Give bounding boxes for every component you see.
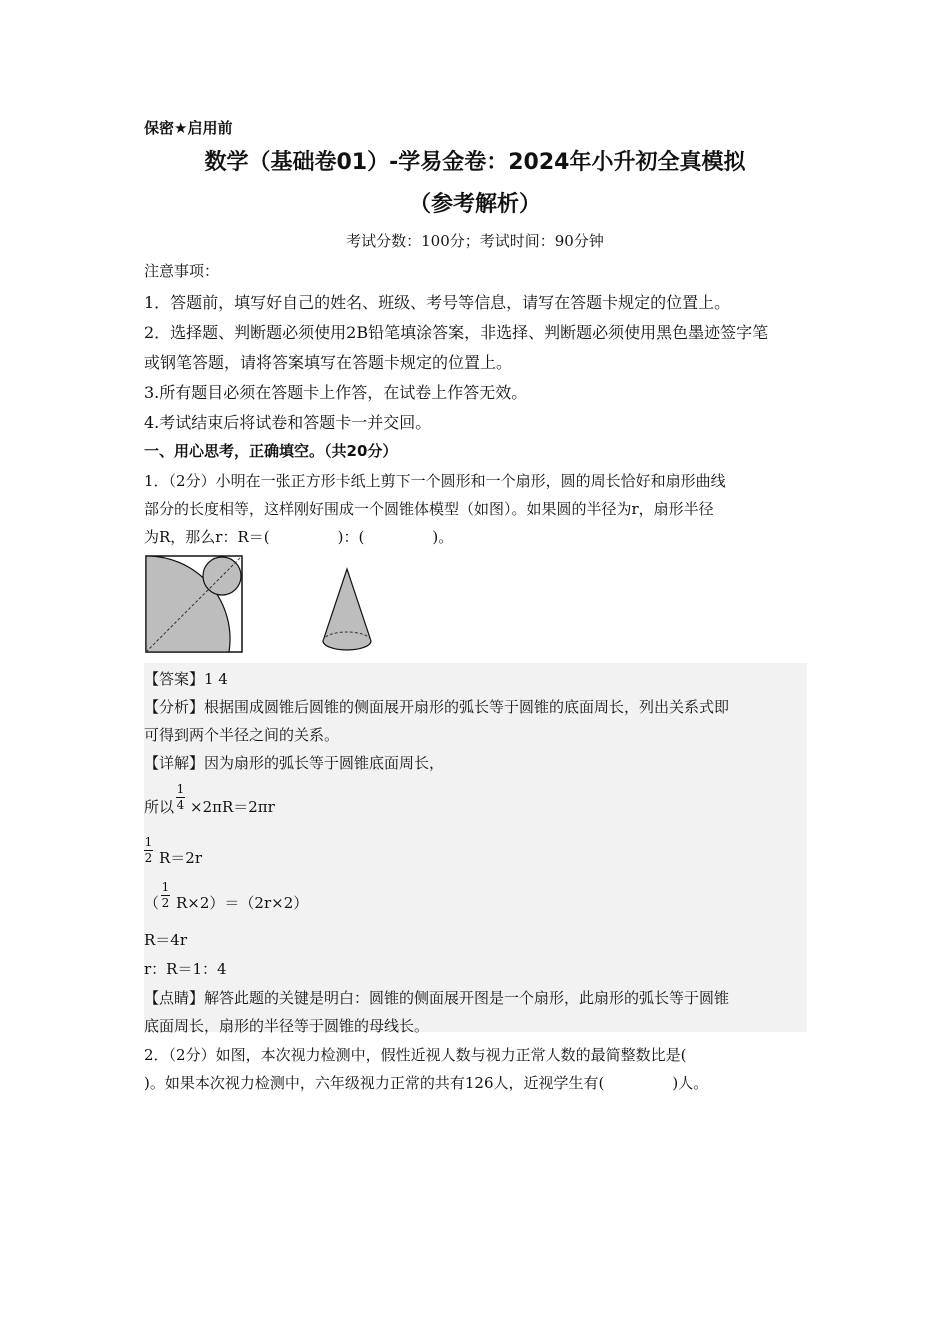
fraction-numerator: 1: [176, 782, 185, 796]
document-title: 数学（基础卷01）-学易金卷：2024年小升初全真模拟: [204, 150, 746, 175]
exam-info: 考试分数：100分；考试时间：90分钟: [346, 232, 604, 250]
detail-line: 【详解】因为扇形的弧长等于圆锥底面周长，: [144, 754, 445, 772]
q2-text-a: )。如果本次视力检测中，六年级视力正常的共有126人，近视学生有(: [144, 1074, 605, 1092]
fraction-denominator: 2: [144, 851, 153, 865]
confidential-label: 保密★启用前: [144, 119, 233, 137]
answer-box: [144, 663, 807, 1032]
equation-2-fraction: [144, 836, 153, 865]
equation-1-prefix: 所以: [144, 798, 175, 816]
fraction-numerator: 1: [161, 880, 170, 894]
question-2-line-1: 2．（2分）如图，本次视力检测中，假性近视人数与视力正常人数的最简整数比是(: [144, 1046, 687, 1064]
comment-line-2: 底面周长，扇形的半径等于圆锥的母线长。: [144, 1017, 430, 1035]
cone-body: [323, 569, 371, 650]
question-2-line-2: [144, 1072, 708, 1093]
section-heading: 一、用心思考，正确填空。（共20分）: [144, 442, 398, 460]
equation-1-rest: ×2πR＝2πr: [190, 798, 275, 816]
analysis-line-2: 可得到两个半径之间的关系。: [144, 726, 340, 744]
fraction-numerator: 1: [144, 835, 153, 849]
notice-item-3: 3.所有题目必须在答题卡上作答，在试卷上作答无效。: [144, 383, 528, 402]
notice-heading: 注意事项：: [144, 262, 220, 280]
question-1-line-2: 部分的长度相等，这样刚好围成一个圆锥体模型（如图）。如果圆的半径为r，扇形半径: [144, 500, 714, 518]
cone-figure: [318, 565, 378, 657]
analysis-line-1: 【分析】根据围成圆锥后圆锥的侧面展开扇形的弧长等于圆锥的底面周长，列出关系式即: [144, 698, 730, 716]
q1-text-b: )：(: [337, 528, 365, 546]
notice-item-2-cont: 或钢笔答题，请将答案填写在答题卡规定的位置上。: [144, 353, 513, 372]
document-subtitle: （参考解析）: [408, 192, 541, 217]
q1-text-c: )。: [432, 528, 454, 546]
comment-line-1: 【点睛】解答此题的关键是明白：圆锥的侧面展开图是一个扇形，此扇形的弧长等于圆锥: [144, 989, 730, 1007]
notice-item-1: 1．答题前，填写好自己的姓名、班级、考号等信息，请写在答题卡规定的位置上。: [144, 293, 731, 312]
q1-text-a: 为R，那么r：R＝(: [144, 528, 270, 546]
equation-3-open: （: [144, 894, 160, 912]
equation-4: R＝4r: [144, 931, 188, 949]
answer-line: 【答案】1 4: [144, 670, 228, 688]
fraction-denominator: 4: [176, 798, 185, 812]
equation-2-rest: R＝2r: [159, 849, 203, 867]
q2-text-b: )人。: [672, 1074, 709, 1092]
equation-5: r：R＝1：4: [144, 960, 227, 978]
equation-1-fraction: [176, 783, 185, 812]
square-sector-figure: [145, 555, 245, 655]
notice-item-4: 4.考试结束后将试卷和答题卡一并交回。: [144, 413, 432, 432]
equation-3-rest: R×2）＝（2r×2）: [176, 894, 309, 912]
fraction-denominator: 2: [161, 896, 170, 910]
notice-item-2: 2．选择题、判断题必须使用2B铅笔填涂答案，非选择、判断题必须使用黑色墨迹签字笔: [144, 323, 769, 342]
question-1-line-3: [144, 526, 453, 547]
question-1-line-1: 1．（2分）小明在一张正方形卡纸上剪下一个圆形和一个扇形，圆的周长恰好和扇形曲线: [144, 472, 726, 490]
equation-3-fraction: [161, 881, 170, 910]
